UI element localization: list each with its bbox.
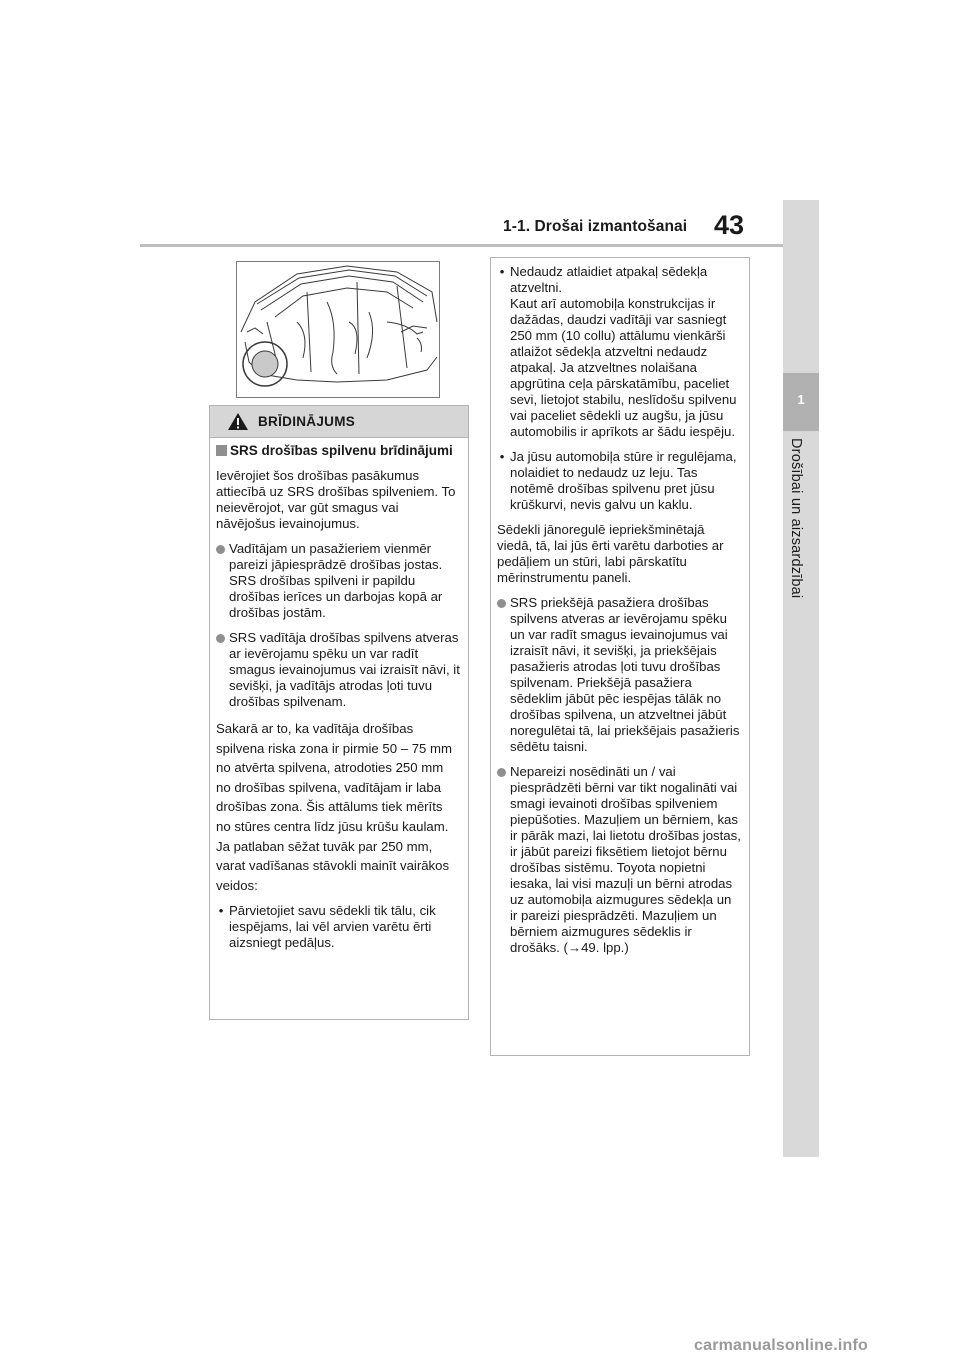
- list-item-text: Nedaudz atlaidiet atpakaļ sēdekļa atzveltni. Kaut arī automobiļa konstrukcijas ir dažādas, daudzi vadītāji var sasniegt 250 mm (10 collu) attālumu vienkārši atlaižot sēdekļa atzveltni nedaudz atpakaļ. Ja atzveltnes nolaišana apgrūtina ceļa pārskatāmību, paceliet sevi, lietojot stabilu, neslīdošu spilvenu vai paceliet sēdekli uz augšu, ja jūsu automobilis ir aprīkots ar šādu iespēju.: [510, 264, 737, 439]
- warning-triangle-icon: [227, 412, 249, 436]
- square-bullet-icon: [216, 445, 227, 456]
- warning-box: [209, 405, 469, 1020]
- car-interior-airbag-illustration: [236, 261, 440, 398]
- seat-adjust-paragraph: Sēdekli jānoregulē iepriekšminētajā viedā, tā, lai jūs ērti varētu darboties ar pedāļiem un stūri, labi pārskatītu mērinstrumentu paneli.: [497, 522, 724, 585]
- warning-title: BRĪDINĀJUMS: [258, 414, 356, 429]
- warning-intro: Ievērojiet šos drošības pasākumus attiecībā uz SRS drošības spilveniem. To neievērojot, var gūt smagus vai nāvējošus ievainojumus.: [216, 468, 456, 531]
- site-watermark: carmanualsonline.info: [694, 1337, 869, 1354]
- page-number: 43: [714, 210, 745, 240]
- warning-header: [210, 406, 468, 438]
- list-item: [497, 764, 741, 956]
- list-item-text: Nepareizi nosēdināti un / vai piesprādzēti bērni var tikt nogalināti vai smagi ievainoti drošības spilveniem piepūšoties. Mazuļiem un bērniem, kas ir pārāk mazi, lai lietotu drošības jostas, ir jābūt pareizi fiksētiem lietojot bērnu drošības sistēmu. Toyota nopietni iesaka, lai visi mazuļi un bērni atrodas uz automobiļa aizmugures sēdekļa un ir pareizi piesprādzēti. Mazuļiem un bērniem aizmugures sēdeklis ir drošāks. (→49. lpp.): [510, 764, 741, 955]
- list-item-text: SRS priekšējā pasažiera drošības spilvens atveras ar ievērojamu spēku un var radīt smagus ievainojumus vai izraisīt nāvi, it sevišķi, ja priekšējais pasažieris atrodas ļoti tuvu drošības spilvenam. Priekšējā pasažiera sēdeklim jābūt pēc iespējas tālāk no drošības spilvena, un atzveltnei jābūt noregulētai tā, lai priekšējais pasažieris sēdētu taisni.: [510, 595, 740, 754]
- list-item-text: Ja jūsu automobiļa stūre ir regulējama, nolaidiet to nedaudz uz leju. Tas notēmē drošības spilvenu pret jūsu krūškurvi, nevis galvu un kaklu.: [510, 449, 737, 512]
- bullet-icon: •: [499, 449, 505, 464]
- list-item-text: Vadītājam un pasažieriem vienmēr pareizi jāpiesprādzē drošības jostas. SRS drošības spilveni ir papildu drošības ierīces un darbojas kopā ar drošības jostām.: [229, 541, 443, 620]
- chapter-title: Drošībai un aizsardzībai: [788, 438, 804, 599]
- list-item: [497, 595, 741, 755]
- warning-continuation-box: [490, 257, 750, 1056]
- section-heading-text: SRS drošības spilvenu brīdinājumi: [230, 443, 453, 458]
- dot-bullet-icon: [497, 768, 506, 777]
- list-item: [497, 449, 741, 513]
- section-heading: [216, 443, 460, 459]
- dot-bullet-icon: [497, 599, 506, 608]
- list-item: [216, 541, 460, 621]
- chapter-side-tab: [783, 200, 819, 1157]
- list-item-text: SRS vadītāja drošības spilvens atveras ar ievērojamu spēku un var radīt smagus ievainojumus vai izraisīt nāvi, it sevišķi, ja vadītājs atrodas ļoti tuvu drošības spilvenam.: [229, 630, 460, 709]
- chapter-number: 1: [797, 392, 805, 407]
- dot-bullet-icon: [216, 634, 225, 643]
- risk-zone-paragraph: Sakarā ar to, ka vadītāja drošības spilvena riska zona ir pirmie 50 – 75 mm no atvērta spilvena, atrodoties 250 mm no drošības spilvena, vadītājam ir laba drošības zona. Šis attālums tiek mērīts no stūres centra līdz jūsu krūšu kaulam. Ja patlaban sēžat tuvāk par 250 mm, varat vadīšanas stāvokli mainīt vairākos veidos:: [216, 721, 453, 893]
- header-divider: [140, 244, 785, 247]
- dot-bullet-icon: [216, 545, 225, 554]
- list-item: [216, 903, 460, 951]
- bullet-icon: •: [218, 903, 224, 919]
- bullet-icon: •: [499, 264, 505, 279]
- list-item: [216, 630, 460, 710]
- list-item: [497, 264, 741, 440]
- section-title: 1-1. Drošai izmantošanai: [503, 218, 688, 235]
- list-item-text: Pārvietojiet savu sēdekli tik tālu, cik iespējams, lai vēl arvien varētu ērti aizsniegt pedāļus.: [229, 903, 436, 951]
